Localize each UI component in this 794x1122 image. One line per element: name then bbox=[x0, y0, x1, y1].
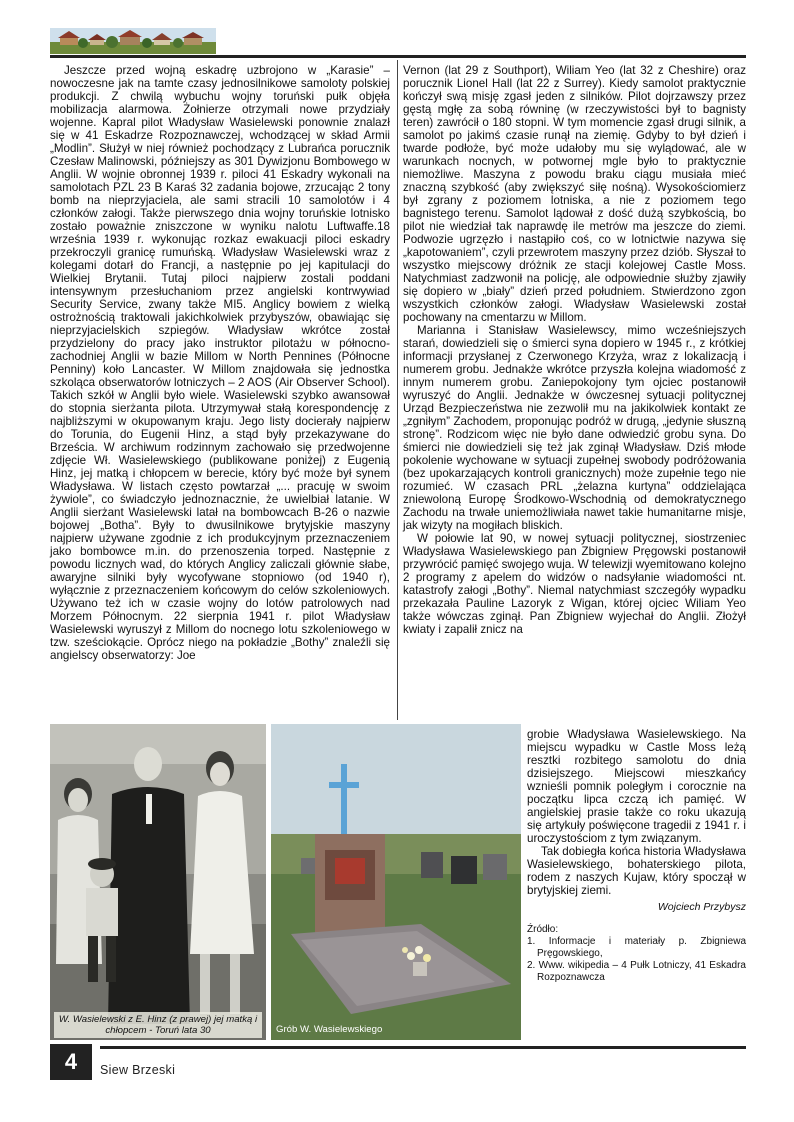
article-lower-right-column bbox=[527, 728, 746, 984]
grave-photo bbox=[271, 724, 521, 1040]
paragraph: Vernon (lat 29 z Southport), Wiliam Yeo (lat 32 z Cheshire) oraz porucznik Lionel Hall (lat 22 z Surrey). Kiedy samolot praktycznie kończył swą misję zgasł jeden z silników. Pilot dojrzawszy przez gęstą mgłę za sobą równinę (w rzeczywistości był to bagnisty teren) zawrócił o 180 stopni. W tym momencie zgasł drugi silnik, a samolot po jakimś czasie runął na ziemię. Gdyby to był dzień i twarde podłoże, być może udałoby mu się wylądować, ale w warunkach nocnych, w potwornej mgle było to praktycznie niemożliwe. Maszyna z powodu braku ciągu musiała mieć znaczną szybkość (aby zwiększyć siłę nośną). Wysokościomierz był zgrany z poziomem lotniska, a nie z poziomem tego bagnistego terenu. Samolot lądował z dość dużą szybkością, bo pilot nie wiedział tak naprawdę ile metrów ma jeszcze do ziemi. Podwozie ugrzęzło i nastąpiło coś, co w lotnictwie nazywa się „kapotowaniem”, czyli przewrotem maszyny przez dziób. Słyszał to wszystko miejscowy dróżnik ze stacji kolejowej Castle Moss. Natychmiast zadzwonił na policję, ale odpowiednie służby zjawiły się dopiero w „biały” dzień przed południem. Stwierdzono zgon wszystkich członków załogi. Władysław Wasielewski został pochowany na cmentarzu w Millom. bbox=[403, 64, 746, 324]
paragraph: Jeszcze przed wojną eskadrę uzbrojono w „Karasie” – nowoczesne jak na tamte czasy jednosilnikowe samoloty polskiej produkcji. Z chwilą wybuchu wojny toruński pułk objęła mobilizacja alarmowa. Żołnierze otrzymali nowe przydziały wojenne. Kapral pilot Władysław Wasielewski ponownie znalazł się w 41 Eskadrze Rozpoznawczej, wchodzącej w skład Armii „Modlin”. Służył w niej również pochodzący z Lubrańca porucznik Czesław Malinowski, późniejszy as 301 Dywizjonu Bombowego w Anglii. W wojnie obronnej 1939 r. piloci 41 Eskadry wykonali na samolotach PZL 23 B Karaś 32 zadania bojowe, zrzucając 2 tony bomb na nieprzyjaciela, ale sami stracili 10 samolotów i 4 członków załogi. Także pierwszego dnia wojny toruńskie lotnisko zostało poważnie zniszczone w wyniku nalotu Luftwaffe.18 września 1939 r. wykonując rozkaz ewakuacji piloci eskadry przekroczyli granicę rumuńską. Władysław Wasielewski wraz z kolegami dotarł do Francji, a następnie po jej kapitulacji do Wielkiej Brytanii. Tutaj piloci najpierw zostali poddani intensywnym przesłuchaniom przez angielski kontrwywiad Security Service, zwany także MI5. Anglicy bowiem z wielką ostrożnością traktowali jakichkolwiek przybyszów, obawiając się nieprzyjacielskich szpiegów. Władysław wkrótce został przydzielony do pracy jako instruktor pilotażu w północno-zachodniej Anglii w bazie Millom w North Pennines (Północne Penniny) koło Lancaster. W Millom znajdowała się jednostka szkoląca obserwatorów lotniczych – 2 AOS (Air Observer School). Takich szkół w Anglii było wiele. Wasielewski szybko awansował do stopnia sierżanta pilota. Utrzymywał stałą korespondencję z najbliższymi w okupowanym kraju. Jego listy docierały najpierw do Torunia, do Eugenii Hinz, a stąd były przekazywane do Brześcia. W archiwum rodzinnym zachowało się przedwojenne zdjęcie Wł. Wasielewskiego (publikowane poniżej) z Eugenią Hinz, jej matką i chłopcem w berecie, który być może był synem Władysława. W listach często powtarzał „... pracuję w swoim żywiole”, co świadczyło jednoznacznie, że uwielbiał latanie. W Anglii sierżant Wasielewski latał na bombowcach B-26 o nazwie bojowej „Botha”. Były to dwusilnikowe brytyjskie maszyny najpierw używane zgodnie z ich produkcyjnym przeznaczeniem jako bombowce m.in. do przenoszenia torped. Następnie z powodu licznych wad, do których Anglicy zaliczali głównie słabe, awaryjne silniki były wycofywane stopniowo (od 1940 r), wyłącznie z przeznaczeniem końcowym do celów szkoleniowych. Używano też ich w czasie wojny do lotów patrolowych nad Morzem Północnym. 22 sierpnia 1941 r. pilot Władysław Wasielewski wyruszył z Millom do nocnego lotu szkoleniowego w tzw. sześciokącie. Oprócz niego na pokładzie „Bothy” znaleźli się angielscy obserwatorzy: Joe bbox=[50, 64, 390, 662]
grave-photo-caption: Grób W. Wasielewskiego bbox=[276, 1024, 383, 1035]
source-item: 1. Informacje i materiały p. Zbigniewa Pręgowskiego, bbox=[527, 936, 746, 959]
author-signature: Wojciech Przybysz bbox=[657, 901, 746, 913]
article-left-column bbox=[50, 64, 390, 662]
column-divider bbox=[397, 60, 398, 720]
footer-rule bbox=[100, 1046, 746, 1049]
header-banner-image bbox=[50, 28, 216, 54]
page-number: 4 bbox=[50, 1044, 92, 1080]
paragraph: Tak dobiegła końca historia Władysława Wasielewskiego, bohaterskiego pilota, rodem z naszych Kujaw, który spoczął w brytyjskiej ziemi. bbox=[527, 845, 746, 897]
paragraph: W połowie lat 90, w nowej sytuacji politycznej, siostrzeniec Władysława Wasielewskiego pan Zbigniew Pręgowski postanowił przywrócić pamięć swojego wuja. W telewizji wyemitowano kolejno 2 programy z apelem do widzów o nadsyłanie wiadomości nt. katastrofy załogi „Bothy”. Niemal natychmiast szczegóły wypadku przekazała Pauline Lazoryk z Wigan, której ojciec Wiliam Yeo także wówczas zginął. Pan Zbigniew wyjechał do Anglii. Złożył kwiaty i zapalił znicz na bbox=[403, 532, 746, 636]
paragraph: grobie Władysława Wasielewskiego. Na miejscu wypadku w Castle Moss leżą resztki rozbitego samolotu do dnia dzisiejszego. Miejscowi mieszkańcy wznieśli pomnik poległym i corocznie na początku lipca czczą ich pamięć. W angielskiej prasie także co roku ukazują się artykuły poświęcone tragedii z 1941 r. i uroczystościom z tym związanym. bbox=[527, 728, 746, 845]
header-rule bbox=[50, 55, 746, 58]
sources-block bbox=[527, 924, 746, 984]
article-right-column bbox=[403, 64, 746, 636]
sources-heading: Źródło: bbox=[527, 924, 559, 935]
family-photo bbox=[50, 724, 266, 1040]
paragraph: Marianna i Stanisław Wasielewscy, mimo wcześniejszych starań, dowiedzieli się o śmierci syna dopiero w 1945 r., z krótkiej informacji przysłanej z Czerwonego Krzyża, wraz z lokalizacją i numerem grobu. Jednakże wkrótce przyszła kolejna wiadomość z innym numerem grobu. Zaniepokojony tym ojciec postanowił wyruszyć do Anglii. Jednakże w ówczesnej sytuacji politycznej Urząd Bezpieczeństwa nie zezwolił mu na jakikolwiek kontakt ze „zgniłym” Zachodem, proponując podróż w drugą, „jedynie słuszną stronę”. Rodzicom więc nie było dane odwiedzić grobu syna. Do śmierci nie dowiedzieli się też jak zginął Władysław. Dziś młode pokolenie wychowane w sytuacji zupełnej swobody podróżowania (bez upokarzających kontroli granicznych) może zupełnie tego nie rozumieć. W czasach PRL „żelazna kurtyna” oddzielająca zniewoloną Europę Środkowo-Wschodnią od demokratycznego Zachodu na trwałe uniemożliwiała nawet takie humanitarne misje, jak wizyty na mogiłach bliskich. bbox=[403, 324, 746, 532]
family-photo-caption: W. Wasielewski z E. Hinz (z prawej) jej matką i chłopcem - Toruń lata 30 bbox=[54, 1012, 262, 1038]
publication-name: Siew Brzeski bbox=[100, 1063, 176, 1077]
source-item: 2. Www. wikipedia – 4 Pułk Lotniczy, 41 Eskadra Rozpoznawcza bbox=[527, 960, 746, 983]
